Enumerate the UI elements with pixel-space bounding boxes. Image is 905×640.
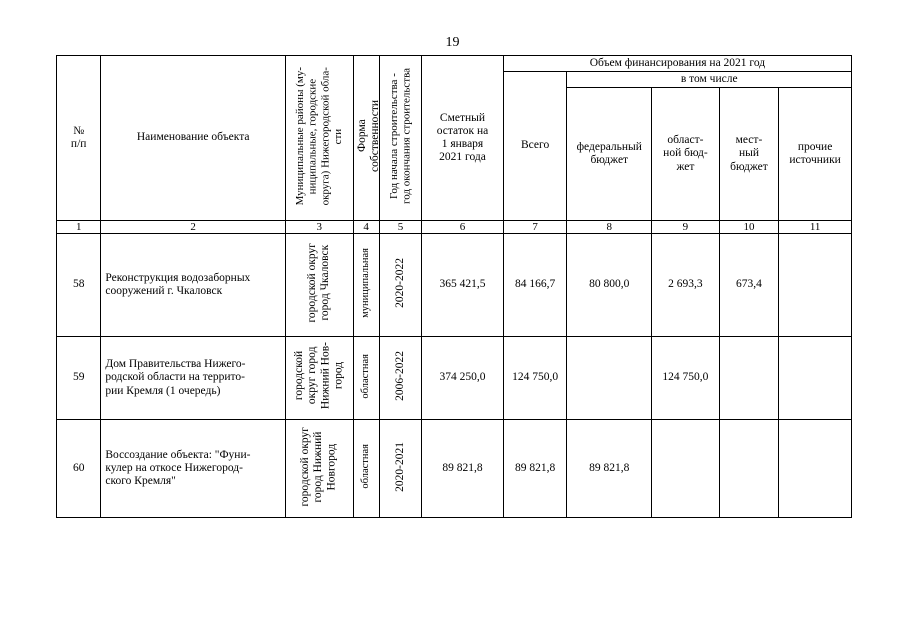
column-number: 11 bbox=[779, 221, 852, 234]
row-estimate: 89 821,8 bbox=[422, 420, 504, 518]
row-num: 59 bbox=[57, 337, 101, 420]
column-number: 1 bbox=[57, 221, 101, 234]
row-district: городской округ город Нижний Нов- город bbox=[285, 337, 353, 420]
financing-table bbox=[56, 55, 852, 518]
header-years: Год начала строительства - год окончания строительства bbox=[379, 56, 421, 221]
row-name: Дом Правительства Нижего- родской области на террито- рии Кремля (1 очередь) bbox=[101, 337, 286, 420]
row-regional: 124 750,0 bbox=[652, 337, 720, 420]
header-name: Наименование объекта bbox=[101, 56, 286, 221]
column-number: 5 bbox=[379, 221, 421, 234]
row-num: 58 bbox=[57, 234, 101, 337]
row-other bbox=[779, 234, 852, 337]
header-row-funding bbox=[57, 56, 852, 72]
table-row bbox=[57, 420, 852, 518]
header-federal: федеральный бюджет bbox=[567, 88, 652, 221]
row-ownership: муниципальная bbox=[353, 234, 379, 337]
row-district: городской округ город Чкаловск bbox=[285, 234, 353, 337]
column-number: 6 bbox=[422, 221, 504, 234]
row-num: 60 bbox=[57, 420, 101, 518]
header-total: Всего bbox=[503, 72, 567, 221]
row-name: Воссоздание объекта: "Фуни- кулер на откосе Нижегород- ского Кремля" bbox=[101, 420, 286, 518]
row-years: 2006-2022 bbox=[379, 337, 421, 420]
table-row bbox=[57, 234, 852, 337]
row-other bbox=[779, 420, 852, 518]
column-number-row bbox=[57, 221, 852, 234]
row-local bbox=[719, 337, 779, 420]
row-name: Реконструкция водозаборных сооружений г. Чкаловск bbox=[101, 234, 286, 337]
row-regional: 2 693,3 bbox=[652, 234, 720, 337]
row-total: 89 821,8 bbox=[503, 420, 567, 518]
row-total: 124 750,0 bbox=[503, 337, 567, 420]
row-estimate: 374 250,0 bbox=[422, 337, 504, 420]
header-estimate: Сметный остаток на 1 января 2021 года bbox=[422, 56, 504, 221]
column-number: 8 bbox=[567, 221, 652, 234]
row-federal: 89 821,8 bbox=[567, 420, 652, 518]
row-total: 84 166,7 bbox=[503, 234, 567, 337]
column-number: 4 bbox=[353, 221, 379, 234]
header-local: мест- ный бюджет bbox=[719, 88, 779, 221]
row-years: 2020-2022 bbox=[379, 234, 421, 337]
row-other bbox=[779, 337, 852, 420]
header-district: Муниципальные районы (му- ниципальные, городские округа) Нижегородской обла- сти bbox=[285, 56, 353, 221]
row-ownership: областная bbox=[353, 420, 379, 518]
header-other: прочие источники bbox=[779, 88, 852, 221]
row-federal bbox=[567, 337, 652, 420]
row-years: 2020-2021 bbox=[379, 420, 421, 518]
header-ownership: Форма собственности bbox=[353, 56, 379, 221]
column-number: 7 bbox=[503, 221, 567, 234]
column-number: 3 bbox=[285, 221, 353, 234]
row-regional bbox=[652, 420, 720, 518]
row-estimate: 365 421,5 bbox=[422, 234, 504, 337]
row-local: 673,4 bbox=[719, 234, 779, 337]
row-local bbox=[719, 420, 779, 518]
column-number: 9 bbox=[652, 221, 720, 234]
row-district: городской округ город Нижний Новгород bbox=[285, 420, 353, 518]
column-number: 10 bbox=[719, 221, 779, 234]
header-num: № п/п bbox=[57, 56, 101, 221]
header-regional: област- ной бюд- жет bbox=[652, 88, 720, 221]
row-federal: 80 800,0 bbox=[567, 234, 652, 337]
header-funding: Объем финансирования на 2021 год bbox=[503, 56, 851, 72]
row-ownership: областная bbox=[353, 337, 379, 420]
table-row bbox=[57, 337, 852, 420]
column-number: 2 bbox=[101, 221, 286, 234]
header-including: в том числе bbox=[567, 72, 852, 88]
page-number: 19 bbox=[445, 35, 460, 50]
